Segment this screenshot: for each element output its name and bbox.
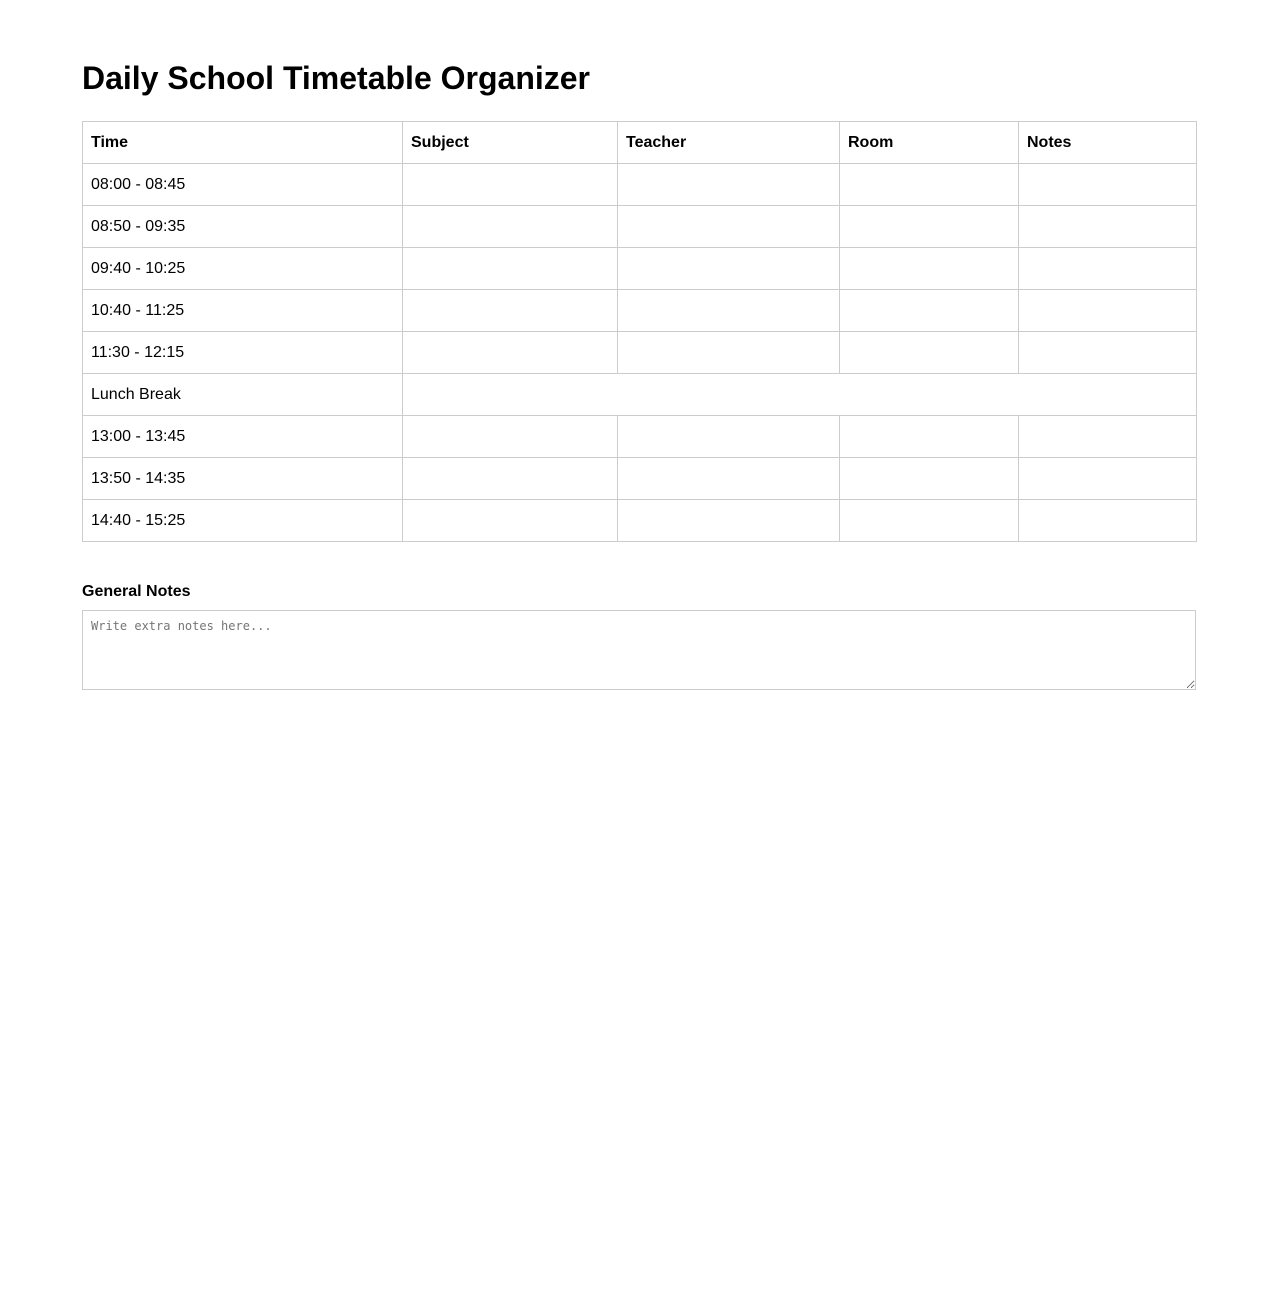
- room-cell[interactable]: [840, 248, 1019, 290]
- teacher-cell[interactable]: [618, 206, 840, 248]
- timetable-table: [82, 121, 1197, 542]
- subject-cell[interactable]: [403, 164, 618, 206]
- notes-cell[interactable]: [1019, 206, 1197, 248]
- teacher-cell[interactable]: [618, 248, 840, 290]
- general-notes-label: General Notes: [82, 583, 191, 600]
- column-header-room: Room: [840, 122, 1019, 164]
- teacher-cell[interactable]: [618, 290, 840, 332]
- room-cell[interactable]: [840, 332, 1019, 374]
- notes-cell[interactable]: [1019, 416, 1197, 458]
- column-header-notes: Notes: [1019, 122, 1197, 164]
- notes-cell[interactable]: [1019, 458, 1197, 500]
- time-slot-cell: 10:40 - 11:25: [83, 290, 403, 332]
- table-header-row: [83, 122, 1197, 164]
- subject-cell[interactable]: [403, 500, 618, 542]
- teacher-cell[interactable]: [618, 332, 840, 374]
- subject-cell[interactable]: [403, 332, 618, 374]
- time-slot-cell: 13:50 - 14:35: [83, 458, 403, 500]
- lunch-break-row: [83, 374, 1197, 416]
- room-cell[interactable]: [840, 206, 1019, 248]
- lunch-break-label: Lunch Break: [83, 374, 403, 416]
- subject-cell[interactable]: [403, 458, 618, 500]
- time-slot-cell: 09:40 - 10:25: [83, 248, 403, 290]
- time-slot-cell: 08:00 - 08:45: [83, 164, 403, 206]
- notes-cell[interactable]: [1019, 248, 1197, 290]
- table-row: [83, 458, 1197, 500]
- notes-cell[interactable]: [1019, 290, 1197, 332]
- room-cell[interactable]: [840, 500, 1019, 542]
- teacher-cell[interactable]: [618, 458, 840, 500]
- teacher-cell[interactable]: [618, 164, 840, 206]
- notes-cell[interactable]: [1019, 500, 1197, 542]
- time-slot-cell: 13:00 - 13:45: [83, 416, 403, 458]
- timetable-body: [83, 164, 1197, 542]
- page-title: Daily School Timetable Organizer: [82, 60, 590, 96]
- time-slot-cell: 08:50 - 09:35: [83, 206, 403, 248]
- column-header-subject: Subject: [403, 122, 618, 164]
- table-row: [83, 416, 1197, 458]
- room-cell[interactable]: [840, 290, 1019, 332]
- notes-cell[interactable]: [1019, 164, 1197, 206]
- notes-cell[interactable]: [1019, 332, 1197, 374]
- table-row: [83, 164, 1197, 206]
- general-notes-textarea[interactable]: [82, 610, 1196, 690]
- teacher-cell[interactable]: [618, 500, 840, 542]
- room-cell[interactable]: [840, 416, 1019, 458]
- table-row: [83, 500, 1197, 542]
- table-row: [83, 332, 1197, 374]
- table-row: [83, 206, 1197, 248]
- room-cell[interactable]: [840, 164, 1019, 206]
- time-slot-cell: 14:40 - 15:25: [83, 500, 403, 542]
- subject-cell[interactable]: [403, 416, 618, 458]
- table-row: [83, 248, 1197, 290]
- time-slot-cell: 11:30 - 12:15: [83, 332, 403, 374]
- column-header-time: Time: [83, 122, 403, 164]
- subject-cell[interactable]: [403, 206, 618, 248]
- subject-cell[interactable]: [403, 290, 618, 332]
- column-header-teacher: Teacher: [618, 122, 840, 164]
- room-cell[interactable]: [840, 458, 1019, 500]
- subject-cell[interactable]: [403, 248, 618, 290]
- lunch-break-cell: [403, 374, 1197, 416]
- table-row: [83, 290, 1197, 332]
- teacher-cell[interactable]: [618, 416, 840, 458]
